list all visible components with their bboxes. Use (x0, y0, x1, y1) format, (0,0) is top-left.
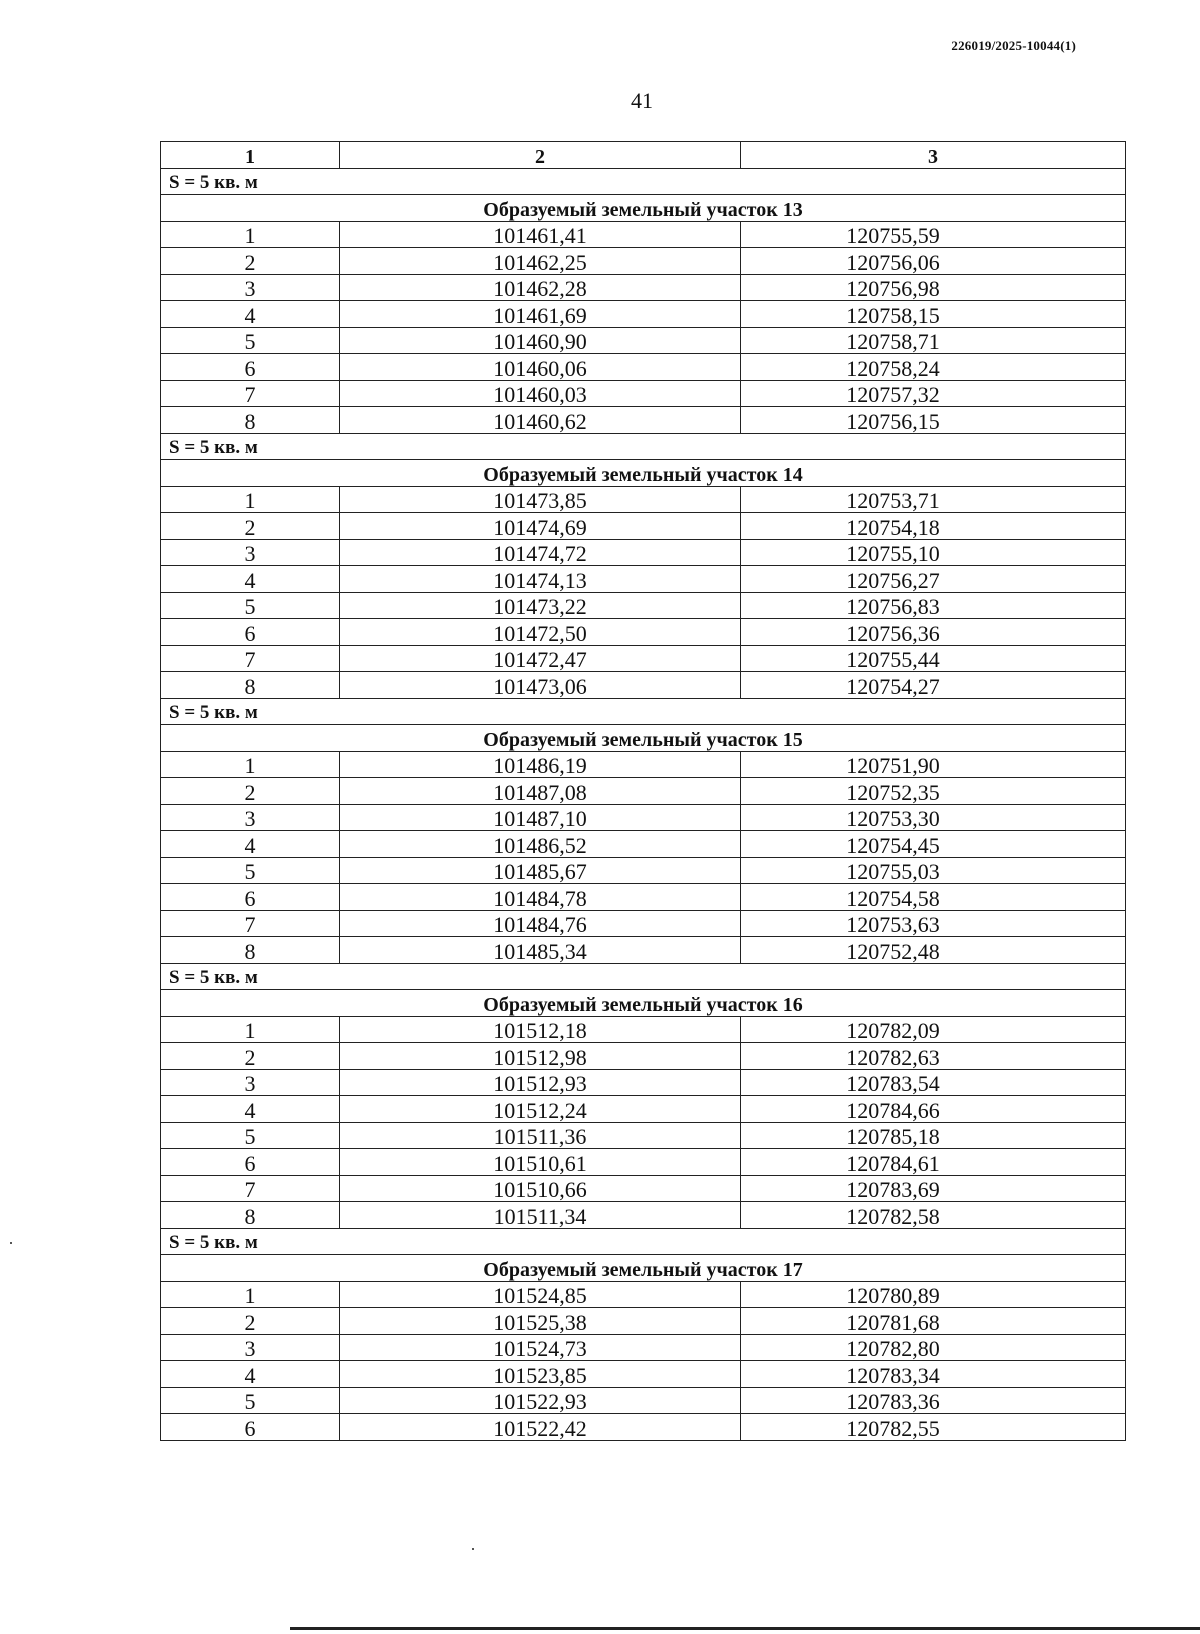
table-row (161, 1202, 1126, 1229)
y-coordinate-value: 120753,63 (846, 912, 940, 937)
y-coordinate-value: 120755,44 (846, 647, 940, 672)
y-coordinate-cell (741, 778, 1126, 805)
point-number-cell: 1 (161, 751, 340, 778)
y-coordinate-cell (741, 857, 1126, 884)
table-row (161, 672, 1126, 699)
y-coordinate-cell (741, 486, 1126, 513)
table-row (161, 539, 1126, 566)
table-row (161, 301, 1126, 328)
area-row (161, 1228, 1126, 1255)
point-number-cell: 7 (161, 910, 340, 937)
plot-title: Образуемый земельный участок 16 (161, 990, 1126, 1017)
x-coordinate-cell: 101486,19 (340, 751, 741, 778)
table-row (161, 1096, 1126, 1123)
x-coordinate-cell: 101474,69 (340, 513, 741, 540)
coordinates-table-body (161, 142, 1126, 1441)
point-number-cell: 7 (161, 645, 340, 672)
y-coordinate-cell (741, 1043, 1126, 1070)
y-coordinate-value: 120756,83 (846, 594, 940, 619)
point-number-cell: 5 (161, 592, 340, 619)
x-coordinate-cell: 101474,72 (340, 539, 741, 566)
y-coordinate-cell (741, 327, 1126, 354)
y-coordinate-cell (741, 566, 1126, 593)
point-number-cell: 6 (161, 354, 340, 381)
plot-title: Образуемый земельный участок 15 (161, 725, 1126, 752)
x-coordinate-cell: 101523,85 (340, 1361, 741, 1388)
x-coordinate-cell: 101487,10 (340, 804, 741, 831)
y-coordinate-value: 120756,06 (846, 249, 940, 274)
point-number-cell: 5 (161, 1387, 340, 1414)
scan-bottom-rule (290, 1627, 1200, 1630)
column-header-1: 1 (161, 142, 340, 169)
point-number-cell: 3 (161, 539, 340, 566)
y-coordinate-value: 120751,90 (846, 753, 940, 778)
y-coordinate-cell (741, 274, 1126, 301)
point-number-cell: 6 (161, 619, 340, 646)
x-coordinate-cell: 101462,28 (340, 274, 741, 301)
x-coordinate-cell: 101486,52 (340, 831, 741, 858)
point-number-cell: 2 (161, 1043, 340, 1070)
plot-title: Образуемый земельный участок 17 (161, 1255, 1126, 1282)
point-number-cell: 7 (161, 380, 340, 407)
area-label: S = 5 кв. м (161, 168, 1126, 195)
point-number-cell: 7 (161, 1175, 340, 1202)
x-coordinate-cell: 101473,22 (340, 592, 741, 619)
plot-title-row (161, 460, 1126, 487)
table-row (161, 486, 1126, 513)
y-coordinate-cell (741, 513, 1126, 540)
x-coordinate-cell: 101461,41 (340, 221, 741, 248)
y-coordinate-value: 120757,32 (846, 382, 940, 407)
y-coordinate-value: 120782,80 (846, 1336, 940, 1361)
y-coordinate-cell (741, 407, 1126, 434)
table-row (161, 592, 1126, 619)
point-number-cell: 4 (161, 1096, 340, 1123)
table-row (161, 751, 1126, 778)
x-coordinate-cell: 101460,03 (340, 380, 741, 407)
point-number-cell: 5 (161, 1122, 340, 1149)
y-coordinate-value: 120754,58 (846, 885, 940, 910)
x-coordinate-cell: 101473,85 (340, 486, 741, 513)
table-row (161, 831, 1126, 858)
y-coordinate-value: 120782,63 (846, 1044, 940, 1069)
y-coordinate-cell (741, 1096, 1126, 1123)
x-coordinate-cell: 101462,25 (340, 248, 741, 275)
y-coordinate-value: 120785,18 (846, 1124, 940, 1149)
x-coordinate-cell: 101511,36 (340, 1122, 741, 1149)
x-coordinate-cell: 101512,18 (340, 1016, 741, 1043)
point-number-cell: 4 (161, 566, 340, 593)
y-coordinate-cell (741, 645, 1126, 672)
x-coordinate-cell: 101524,85 (340, 1281, 741, 1308)
area-label: S = 5 кв. м (161, 963, 1126, 990)
y-coordinate-value: 120758,15 (846, 302, 940, 327)
y-coordinate-value: 120753,71 (846, 488, 940, 513)
document-number: 226019/2025-10044(1) (951, 38, 1076, 53)
x-coordinate-cell: 101485,67 (340, 857, 741, 884)
x-coordinate-cell: 101484,78 (340, 884, 741, 911)
y-coordinate-value: 120783,69 (846, 1177, 940, 1202)
x-coordinate-cell: 101510,61 (340, 1149, 741, 1176)
y-coordinate-cell (741, 751, 1126, 778)
area-row (161, 963, 1126, 990)
y-coordinate-value: 120755,59 (846, 223, 940, 248)
table-row (161, 1149, 1126, 1176)
y-coordinate-cell (741, 1414, 1126, 1441)
x-coordinate-cell: 101460,90 (340, 327, 741, 354)
y-coordinate-cell (741, 884, 1126, 911)
table-row (161, 1016, 1126, 1043)
point-number-cell: 2 (161, 513, 340, 540)
y-coordinate-value: 120783,34 (846, 1362, 940, 1387)
column-header-3: 3 (741, 142, 1126, 169)
table-row (161, 274, 1126, 301)
table-row (161, 407, 1126, 434)
table-row (161, 804, 1126, 831)
point-number-cell: 4 (161, 831, 340, 858)
y-coordinate-cell (741, 1281, 1126, 1308)
x-coordinate-cell: 101510,66 (340, 1175, 741, 1202)
y-coordinate-cell (741, 221, 1126, 248)
x-coordinate-cell: 101487,08 (340, 778, 741, 805)
point-number-cell: 2 (161, 1308, 340, 1335)
x-coordinate-cell: 101512,98 (340, 1043, 741, 1070)
y-coordinate-value: 120782,55 (846, 1415, 940, 1440)
plot-title-row (161, 1255, 1126, 1282)
y-coordinate-cell (741, 248, 1126, 275)
y-coordinate-value: 120756,36 (846, 620, 940, 645)
y-coordinate-value: 120755,03 (846, 859, 940, 884)
y-coordinate-cell (741, 1308, 1126, 1335)
table-row (161, 566, 1126, 593)
y-coordinate-value: 120783,36 (846, 1389, 940, 1414)
x-coordinate-cell: 101525,38 (340, 1308, 741, 1335)
x-coordinate-cell: 101472,47 (340, 645, 741, 672)
point-number-cell: 3 (161, 1334, 340, 1361)
y-coordinate-cell (741, 831, 1126, 858)
area-label: S = 5 кв. м (161, 1228, 1126, 1255)
x-coordinate-cell: 101512,24 (340, 1096, 741, 1123)
area-label: S = 5 кв. м (161, 698, 1126, 725)
y-coordinate-value: 120754,18 (846, 514, 940, 539)
table-row (161, 1043, 1126, 1070)
table-row (161, 857, 1126, 884)
point-number-cell: 5 (161, 327, 340, 354)
point-number-cell: 3 (161, 274, 340, 301)
table-row (161, 937, 1126, 964)
table-row (161, 221, 1126, 248)
x-coordinate-cell: 101484,76 (340, 910, 741, 937)
y-coordinate-cell (741, 1175, 1126, 1202)
point-number-cell: 3 (161, 804, 340, 831)
y-coordinate-cell (741, 1149, 1126, 1176)
x-coordinate-cell: 101522,42 (340, 1414, 741, 1441)
y-coordinate-cell (741, 592, 1126, 619)
y-coordinate-cell (741, 910, 1126, 937)
x-coordinate-cell: 101472,50 (340, 619, 741, 646)
y-coordinate-cell (741, 301, 1126, 328)
table-row (161, 1387, 1126, 1414)
point-number-cell: 8 (161, 672, 340, 699)
x-coordinate-cell: 101460,62 (340, 407, 741, 434)
y-coordinate-value: 120756,15 (846, 408, 940, 433)
x-coordinate-cell: 101512,93 (340, 1069, 741, 1096)
table-row (161, 1281, 1126, 1308)
y-coordinate-value: 120782,09 (846, 1018, 940, 1043)
y-coordinate-cell (741, 1361, 1126, 1388)
y-coordinate-cell (741, 1016, 1126, 1043)
table-row (161, 327, 1126, 354)
x-coordinate-cell: 101474,13 (340, 566, 741, 593)
y-coordinate-value: 120780,89 (846, 1283, 940, 1308)
y-coordinate-cell (741, 619, 1126, 646)
table-row (161, 513, 1126, 540)
scan-speck (10, 1242, 12, 1244)
y-coordinate-value: 120784,66 (846, 1097, 940, 1122)
y-coordinate-cell (741, 539, 1126, 566)
point-number-cell: 1 (161, 486, 340, 513)
y-coordinate-value: 120758,24 (846, 355, 940, 380)
table-row (161, 884, 1126, 911)
table-row (161, 248, 1126, 275)
table-row (161, 1414, 1126, 1441)
point-number-cell: 1 (161, 1016, 340, 1043)
y-coordinate-cell (741, 1202, 1126, 1229)
point-number-cell: 8 (161, 937, 340, 964)
point-number-cell: 1 (161, 1281, 340, 1308)
page-number: 41 (631, 88, 653, 113)
table-row (161, 380, 1126, 407)
table-row (161, 619, 1126, 646)
x-coordinate-cell: 101473,06 (340, 672, 741, 699)
point-number-cell: 2 (161, 778, 340, 805)
table-row (161, 1175, 1126, 1202)
table-row (161, 1122, 1126, 1149)
point-number-cell: 2 (161, 248, 340, 275)
point-number-cell: 6 (161, 1414, 340, 1441)
point-number-cell: 8 (161, 407, 340, 434)
y-coordinate-cell (741, 1122, 1126, 1149)
point-number-cell: 5 (161, 857, 340, 884)
table-row (161, 1334, 1126, 1361)
y-coordinate-cell (741, 1069, 1126, 1096)
y-coordinate-value: 120752,35 (846, 779, 940, 804)
table-row (161, 910, 1126, 937)
y-coordinate-value: 120754,45 (846, 832, 940, 857)
y-coordinate-value: 120784,61 (846, 1150, 940, 1175)
table-row (161, 1069, 1126, 1096)
area-row (161, 168, 1126, 195)
area-row (161, 698, 1126, 725)
y-coordinate-cell (741, 804, 1126, 831)
plot-title-row (161, 195, 1126, 222)
point-number-cell: 4 (161, 1361, 340, 1388)
column-header-2: 2 (340, 142, 741, 169)
y-coordinate-value: 120783,54 (846, 1071, 940, 1096)
column-header-row (161, 142, 1126, 169)
x-coordinate-cell: 101485,34 (340, 937, 741, 964)
plot-title: Образуемый земельный участок 13 (161, 195, 1126, 222)
table-row (161, 354, 1126, 381)
y-coordinate-value: 120781,68 (846, 1309, 940, 1334)
y-coordinate-cell (741, 937, 1126, 964)
area-row (161, 433, 1126, 460)
point-number-cell: 6 (161, 1149, 340, 1176)
table-row (161, 645, 1126, 672)
coordinates-table (160, 141, 1126, 1441)
x-coordinate-cell: 101522,93 (340, 1387, 741, 1414)
area-label: S = 5 кв. м (161, 433, 1126, 460)
y-coordinate-value: 120753,30 (846, 806, 940, 831)
point-number-cell: 3 (161, 1069, 340, 1096)
y-coordinate-value: 120752,48 (846, 938, 940, 963)
y-coordinate-cell (741, 1334, 1126, 1361)
y-coordinate-cell (741, 380, 1126, 407)
point-number-cell: 4 (161, 301, 340, 328)
point-number-cell: 6 (161, 884, 340, 911)
x-coordinate-cell: 101461,69 (340, 301, 741, 328)
y-coordinate-cell (741, 1387, 1126, 1414)
point-number-cell: 8 (161, 1202, 340, 1229)
y-coordinate-cell (741, 354, 1126, 381)
y-coordinate-value: 120754,27 (846, 673, 940, 698)
x-coordinate-cell: 101524,73 (340, 1334, 741, 1361)
table-row (161, 1308, 1126, 1335)
y-coordinate-value: 120756,27 (846, 567, 940, 592)
scan-speck (472, 1548, 474, 1550)
y-coordinate-value: 120782,58 (846, 1203, 940, 1228)
table-row (161, 778, 1126, 805)
plot-title-row (161, 725, 1126, 752)
plot-title-row (161, 990, 1126, 1017)
y-coordinate-value: 120758,71 (846, 329, 940, 354)
y-coordinate-value: 120756,98 (846, 276, 940, 301)
y-coordinate-cell (741, 672, 1126, 699)
table-row (161, 1361, 1126, 1388)
x-coordinate-cell: 101460,06 (340, 354, 741, 381)
plot-title: Образуемый земельный участок 14 (161, 460, 1126, 487)
point-number-cell: 1 (161, 221, 340, 248)
y-coordinate-value: 120755,10 (846, 541, 940, 566)
x-coordinate-cell: 101511,34 (340, 1202, 741, 1229)
